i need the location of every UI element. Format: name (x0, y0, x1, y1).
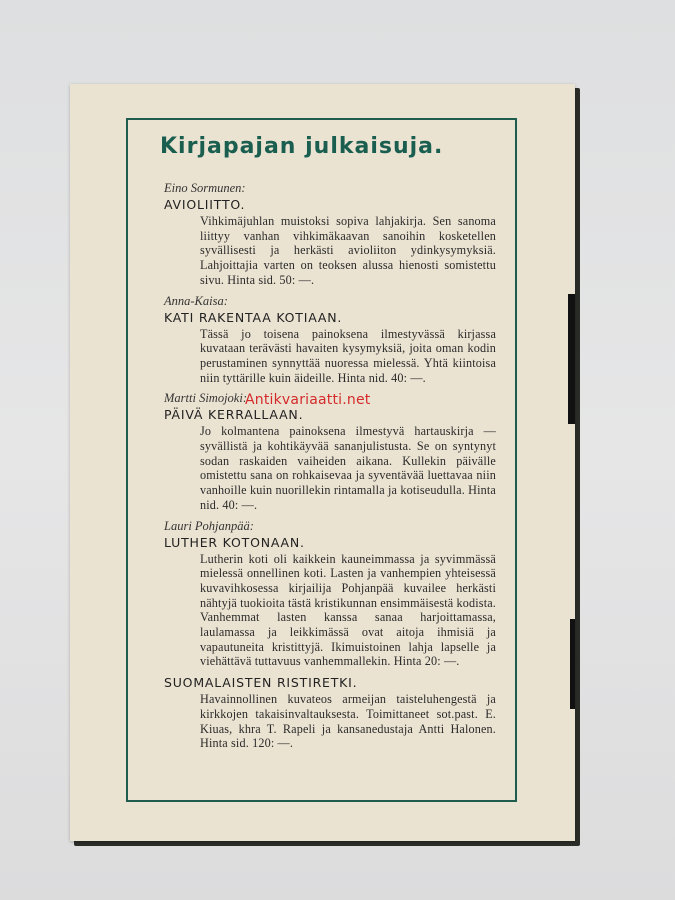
entry-author: Martti Simojoki: (164, 391, 247, 406)
publication-entry (164, 390, 506, 512)
entry-title: KATI RAKENTAA KOTIAAN. (164, 309, 343, 325)
entry-title: PÄIVÄ KERRALLAAN. (164, 407, 304, 423)
entry-description: Vihkimäjuhlan muistoksi sopiva lahjakirja. Sen sanoma liittyy vanhan vihkimäkaavan sanoihin kosketellen syvällisesti ja herkästi avioliiton ydinkysymyksiä. Lahjoittajia varten on teoksen alussa hienosti somistettu sivu. Hinta sid. 50: —. (200, 214, 496, 287)
publication-entry (164, 518, 506, 670)
cover-edge-shadow (568, 294, 575, 424)
publication-entry (164, 293, 506, 386)
book-back-cover (70, 84, 575, 841)
publication-list (164, 180, 506, 756)
entry-description: Lutherin koti oli kaikkein kauneimmassa ja syvimmässä mielessä onnellinen koti. Lasten ja vanhempien yhteisessä kuvavihkosessa kirjailija Pohjanpää kuvailee herkästi nähtyjä tuokioita tästä kristikunnan ensimmäisestä kodista. Vanhemmat lasten kanssa sanaa harjoittamassa, laulamassa ja leikkimässä ovat aitoja ihmisiä ja vapautuneita kristittyjä. Ikimuistoinen lahja lapselle ja viehättävä tuttavuus vanhemmallekin. Hinta 20: —. (200, 551, 496, 669)
page-heading: Kirjapajan julkaisuja. (160, 134, 444, 159)
entry-title: LUTHER KOTONAAN. (164, 534, 305, 550)
entry-description: Jo kolmantena painoksena ilmestyvä hartauskirja — syvällistä ja kohtikäyvää sananjulistusta. Se on syntynyt sodan raskaiden vaiheiden aikana. Kullekin päivälle omistettu sana on rohkaisevaa ja syventävää luettavaa niin vanhoille kuin nuorillekin rintamalla ja kotiseudulla. Hinta nid. 40: —. (200, 424, 496, 512)
publication-entry (164, 674, 506, 751)
entry-title: AVIOLIITTO. (164, 197, 246, 212)
cover-edge-shadow-lower (570, 619, 575, 709)
entry-title: SUOMALAISTEN RISTIRETKI. (164, 675, 358, 691)
entry-author: Lauri Pohjanpää: (164, 518, 254, 533)
entry-description: Havainnollinen kuvateos armeijan taisteluhengestä ja kirkkojen takaisinvaltauksesta. Toimittaneet sot.past. E. Kiuas, khra T. Rapeli ja kansanedustaja Antti Halonen. Hinta sid. 120: —. (200, 692, 496, 751)
entry-author: Anna-Kaisa: (164, 293, 228, 308)
entry-author: Eino Sormunen: (164, 181, 246, 195)
entry-description: Tässä jo toisena painoksena ilmestyvässä kirjassa kuvataan terävästi havaiten kysymyksiä, joita oman kodin perustaminen synnyttää nuoressa mielessä. Yhtä kiintoisa niin tyttärille kuin äideille. Hinta nid. 40: —. (200, 326, 496, 385)
watermark-text: Antikvariaatti.net (245, 392, 371, 408)
publication-entry (164, 180, 506, 288)
